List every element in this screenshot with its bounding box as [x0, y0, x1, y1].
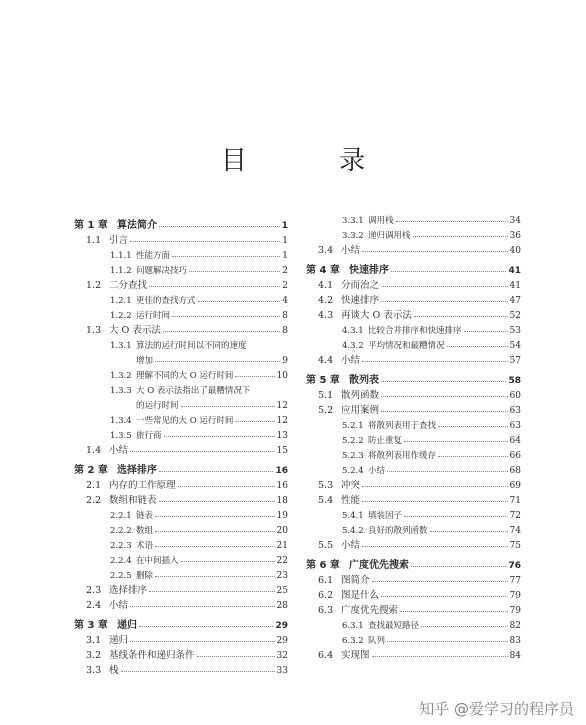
toc-entry-label: 基线条件和递归条件 [109, 650, 195, 661]
toc-entry-number: 5.3 [318, 480, 334, 491]
toc-entry [74, 596, 288, 611]
toc-entry-page: 4 [282, 296, 288, 306]
toc-entry-number: 第 1 章 [74, 220, 108, 231]
toc-entry [306, 491, 521, 506]
toc-entry-page: 18 [276, 496, 288, 506]
toc-entry-number: 6.3 [318, 605, 334, 616]
dot-leader [372, 656, 508, 657]
toc-entry [306, 260, 521, 276]
toc-entry-number: 第 6 章 [306, 560, 340, 571]
toc-entry [306, 416, 521, 431]
toc-entry-label: 调用栈 [368, 216, 394, 226]
toc-entry-page: 12 [276, 401, 288, 411]
dot-leader [438, 426, 508, 427]
toc-entry-page: 10 [276, 371, 288, 381]
toc-entry-number: 1.3.5 [110, 431, 132, 441]
toc-entry-page: 2 [282, 281, 288, 291]
toc-entry-number: 5.2.3 [342, 451, 364, 461]
toc-entry-page: 8 [282, 311, 288, 321]
toc-entry [74, 291, 288, 306]
toc-entry [74, 506, 288, 521]
toc-entry [74, 246, 288, 261]
toc-entry-label: 递归调用栈 [368, 231, 411, 241]
dot-leader [362, 251, 508, 252]
toc-entry-page: 8 [282, 326, 288, 336]
toc-entry-label: 在中间插入 [136, 556, 179, 566]
toc-entry [306, 351, 521, 366]
dot-leader [130, 606, 275, 607]
dot-leader [381, 596, 508, 597]
toc-entry-page: 41 [508, 266, 521, 276]
toc-entry-number: 6.2 [318, 590, 334, 601]
toc-entry-page: 16 [276, 481, 288, 491]
toc-entry-number: 5.4.1 [342, 511, 364, 521]
toc-entry-label: 防止重复 [368, 436, 403, 446]
toc-entry-page: 41 [509, 281, 521, 291]
toc-entry-page: 36 [509, 231, 521, 241]
page-title: 目 录 [220, 146, 408, 176]
toc-entry-label: 栈 [109, 665, 119, 676]
dot-leader [235, 376, 274, 377]
toc-entry [74, 321, 288, 336]
toc-entry-number: 5.2 [318, 405, 334, 416]
dot-leader [391, 271, 506, 272]
toc-entry-page: 20 [276, 526, 288, 536]
toc-entry-page: 15 [276, 446, 288, 456]
dot-leader [121, 671, 275, 672]
toc-entry-number: 1.2.2 [110, 311, 132, 321]
toc-entry-page: 68 [509, 466, 521, 476]
toc-entry-page: 29 [275, 621, 288, 631]
toc-entry-page: 1 [282, 236, 288, 246]
toc-entry [306, 370, 521, 386]
toc-entry-page: 74 [509, 526, 521, 536]
toc-entry-label: 引言 [109, 235, 129, 246]
dot-leader [130, 241, 280, 242]
toc-entry-number: 1.4 [86, 445, 102, 456]
toc-entry-number: 4.2 [318, 295, 334, 306]
toc-entry [306, 241, 521, 256]
toc-entry [74, 615, 288, 631]
toc-entry-label: 填装因子 [368, 511, 403, 521]
toc-entry-page: 1 [282, 251, 288, 261]
toc-entry-number: 4.4 [318, 355, 334, 366]
toc-entry-number: 第 2 章 [74, 465, 108, 476]
toc-entry-label: 链表 [136, 511, 154, 521]
toc-entry [74, 215, 288, 231]
dot-leader [362, 361, 508, 362]
dot-leader [159, 226, 280, 227]
toc-entry-label: 数组和链表 [109, 495, 157, 506]
toc-entry-label: 图简介 [341, 575, 370, 586]
toc-entry-label: 实现图 [341, 650, 370, 661]
toc-entry-number: 1.2.1 [110, 296, 132, 306]
dot-leader [381, 301, 508, 302]
toc-entry-page: 13 [276, 431, 288, 441]
toc-entry-number: 5.4 [318, 495, 334, 506]
dot-leader [235, 421, 274, 422]
toc-entry-page: 72 [509, 511, 521, 521]
toc-entry [74, 261, 288, 276]
toc-entry [74, 521, 288, 536]
dot-leader [197, 656, 275, 657]
toc-entry-label: 广度优先搜索 [349, 560, 409, 571]
toc-entry-number: 1.3.1 [110, 341, 132, 351]
toc-entry [306, 431, 521, 446]
dot-leader [404, 516, 508, 517]
toc-entry-number: 1.3.2 [110, 371, 132, 381]
toc-entry-number: 3.1 [86, 635, 102, 646]
toc-entry-label: 散列函数 [341, 390, 380, 401]
toc-entry-page: 63 [509, 406, 521, 416]
toc-entry [74, 566, 288, 581]
toc-entry-page: 1 [281, 221, 288, 231]
toc-entry-label: 性能方面 [136, 251, 171, 261]
toc-entry-number: 5.2.1 [342, 421, 364, 431]
toc-entry [74, 381, 288, 396]
toc-entry-page: 28 [276, 601, 288, 611]
dot-leader [464, 331, 508, 332]
dot-leader [381, 286, 508, 287]
toc-entry [306, 446, 521, 461]
toc-entry-label: 快速排序 [349, 265, 389, 276]
toc-entry-label: 将散列表用于查找 [368, 421, 437, 431]
dot-leader [372, 581, 508, 582]
toc-entry [74, 551, 288, 566]
toc-entry [74, 276, 288, 291]
dot-leader [181, 406, 275, 407]
toc-entry-label: 数组 [136, 526, 154, 536]
toc-entry-number: 5.4.2 [342, 526, 364, 536]
toc-entry [306, 306, 521, 321]
toc-entry-number: 1.3 [86, 325, 102, 336]
toc-entry-number: 2.2 [86, 495, 102, 506]
toc-entry-label: 小结 [341, 540, 361, 551]
toc-entry [74, 306, 288, 321]
toc-entry-page: 12 [276, 416, 288, 426]
toc-entry-label: 内存的工作原理 [109, 480, 176, 491]
toc-entry-number: 1.1.1 [110, 251, 132, 261]
dot-leader [155, 576, 275, 577]
toc-entry-page: 21 [276, 541, 288, 551]
toc-entry [306, 616, 521, 631]
toc-entry-number: 6.3.1 [342, 621, 364, 631]
dot-leader [447, 346, 508, 347]
toc-entry [306, 336, 521, 351]
toc-entry-page: 82 [509, 621, 521, 631]
toc-entry [74, 441, 288, 456]
toc-entry-label: 大 O 表示法指出了最糟情况下 [136, 386, 251, 396]
toc-entry [74, 491, 288, 506]
dot-leader [198, 301, 281, 302]
toc-entry [306, 476, 521, 491]
dot-leader [164, 436, 275, 437]
toc-entry [74, 426, 288, 441]
toc-entry-page: 53 [509, 326, 521, 336]
toc-entry-page: 52 [509, 311, 521, 321]
toc-entry-number: 3.3.2 [342, 231, 364, 241]
toc-entry-number: 4.3 [318, 310, 334, 321]
toc-entry-label: 广度优先搜索 [341, 605, 399, 616]
dot-leader [149, 591, 275, 592]
toc-entry-label: 算法简介 [117, 220, 157, 231]
dot-leader [381, 411, 508, 412]
toc-entry-number: 2.2.3 [110, 541, 132, 551]
toc-entry-number: 第 4 章 [306, 265, 340, 276]
toc-entry [306, 536, 521, 551]
toc-entry-number: 5.1 [318, 390, 334, 401]
toc-entry-label: 平均情况和最糟情况 [368, 341, 445, 351]
dot-leader [172, 256, 280, 257]
toc-entry [74, 646, 288, 661]
toc-entry-page: 29 [276, 636, 288, 646]
toc-entry-label: 小结 [341, 355, 361, 366]
toc-entry [74, 231, 288, 246]
toc-entry-label: 运行时间 [136, 311, 171, 321]
toc-entry-page: 64 [509, 436, 521, 446]
toc-entry-page: 83 [509, 636, 521, 646]
toc-entry-label: 算法的运行时间以不同的速度 [136, 341, 247, 351]
toc-entry-page: 33 [276, 666, 288, 676]
toc-entry-label: 分而治之 [341, 280, 380, 291]
toc-entry-number: 4.1 [318, 280, 334, 291]
toc-entry-number: 3.3 [86, 665, 102, 676]
toc-entry-page: 34 [509, 216, 521, 226]
toc-entry [74, 396, 288, 411]
toc-entry-number: 2.2.1 [110, 511, 132, 521]
toc-entry-number: 3.2 [86, 650, 102, 661]
dot-leader [414, 316, 508, 317]
toc-entry [306, 321, 521, 336]
dot-leader [381, 381, 506, 382]
toc-entry [74, 411, 288, 426]
toc-entry [306, 555, 521, 571]
toc-entry-label: 删除 [136, 571, 154, 581]
toc-entry [306, 401, 521, 416]
toc-entry-label: 小结 [109, 600, 129, 611]
toc-entry-label: 良好的散列函数 [368, 526, 428, 536]
toc-entry [306, 211, 521, 226]
toc-entry-label: 大 O 表示法 [109, 325, 161, 336]
toc-entry [306, 291, 521, 306]
toc-entry-label: 小结 [109, 445, 129, 456]
toc-entry-number: 2.2.2 [110, 526, 132, 536]
toc-entry-label: 散列表 [349, 375, 379, 386]
toc-entry-page: 25 [276, 586, 288, 596]
toc-entry-label: 快速排序 [341, 295, 380, 306]
toc-entry-number: 5.2.4 [342, 466, 364, 476]
toc-entry-number: 2.2.5 [110, 571, 132, 581]
dot-leader [381, 396, 508, 397]
toc-entry-page: 75 [509, 541, 521, 551]
toc-entry-page: 19 [276, 511, 288, 521]
toc-entry-label: 术语 [136, 541, 154, 551]
toc-entry-page: 79 [509, 591, 521, 601]
dot-leader [421, 626, 508, 627]
toc-entry [74, 366, 288, 381]
dot-leader [400, 611, 508, 612]
toc-entry-number: 1.3.3 [110, 386, 132, 396]
toc-entry-number: 2.3 [86, 585, 102, 596]
toc-entry [306, 601, 521, 616]
toc-entry-number: 6.3.2 [342, 636, 364, 646]
dot-leader [159, 471, 273, 472]
toc-entry-page: 23 [276, 571, 288, 581]
dot-leader [362, 486, 508, 487]
toc-entry [306, 276, 521, 291]
toc-entry-page: 84 [509, 651, 521, 661]
toc-entry [74, 351, 288, 366]
toc-entry-page: 9 [282, 356, 288, 366]
dot-leader [155, 546, 275, 547]
toc-entry-number: 2.4 [86, 600, 102, 611]
toc-entry-label: 问题解决技巧 [136, 266, 188, 276]
toc-entry-label: 一些常见的大 O 运行时间 [136, 416, 234, 426]
toc-entry-label: 应用案例 [341, 405, 380, 416]
toc-entry-label: 更佳的查找方式 [136, 296, 196, 306]
toc-entry-label: 队列 [368, 636, 386, 646]
toc-entry-page: 71 [509, 496, 521, 506]
toc-entry-label: 选择排序 [109, 585, 148, 596]
toc-entry-label: 再谈大 O 表示法 [341, 310, 412, 321]
toc-entry-number: 第 5 章 [306, 375, 340, 386]
toc-entry [74, 460, 288, 476]
toc-entry-page: 63 [509, 421, 521, 431]
toc-entry-number: 第 3 章 [74, 620, 108, 631]
toc-entry [74, 661, 288, 676]
toc-entry-label: 递归 [109, 635, 129, 646]
toc-entry-number: 1.1 [86, 235, 102, 246]
toc-entry [306, 631, 521, 646]
toc-entry-number: 2.2.4 [110, 556, 132, 566]
toc-entry-page: 58 [508, 376, 521, 386]
toc-entry-page: 54 [509, 341, 521, 351]
toc-entry-number: 3.4 [318, 245, 334, 256]
toc-entry-label: 小结 [368, 466, 386, 476]
toc-entry-page: 60 [509, 391, 521, 401]
toc-entry [74, 631, 288, 646]
toc-entry-label: 性能 [341, 495, 361, 506]
dot-leader [362, 501, 508, 502]
dot-leader [155, 516, 275, 517]
toc-entry-label: 小结 [341, 245, 361, 256]
toc-entry [306, 226, 521, 241]
toc-entry-label: 冲突 [341, 480, 361, 491]
dot-leader [130, 641, 275, 642]
toc-right-column [306, 211, 521, 661]
dot-leader [155, 531, 275, 532]
dot-leader [362, 546, 508, 547]
toc-entry-label: 增加 [136, 356, 154, 366]
toc-entry-page: 2 [282, 266, 288, 276]
dot-leader [438, 456, 508, 457]
toc-entry-label: 将散列表用作缓存 [368, 451, 437, 461]
dot-leader [159, 501, 275, 502]
toc-entry-label: 图是什么 [341, 590, 380, 601]
dot-leader [130, 451, 275, 452]
toc-entry-number: 6.4 [318, 650, 334, 661]
toc-entry-label: 理解不同的大 O 运行时间 [136, 371, 234, 381]
toc-entry-page: 22 [276, 556, 288, 566]
watermark: 知乎 @爱学习的程序员 [419, 700, 574, 718]
toc-entry [74, 476, 288, 491]
toc-entry [74, 336, 288, 351]
toc-entry-page: 77 [509, 576, 521, 586]
toc-entry-label: 二分查找 [109, 280, 148, 291]
dot-leader [149, 286, 280, 287]
toc-entry-number: 4.3.2 [342, 341, 364, 351]
toc-entry-label: 的运行时间 [136, 401, 179, 411]
toc-entry [306, 386, 521, 401]
toc-entry-page: 47 [509, 296, 521, 306]
toc-entry-label: 选择排序 [117, 465, 157, 476]
dot-leader [404, 441, 508, 442]
toc-entry [306, 571, 521, 586]
toc-entry-page: 79 [509, 606, 521, 616]
dot-leader [139, 626, 273, 627]
toc-entry-page: 76 [508, 561, 521, 571]
toc-entry-label: 查找最短路径 [368, 621, 420, 631]
dot-leader [181, 561, 275, 562]
dot-leader [413, 236, 508, 237]
dot-leader [411, 566, 506, 567]
toc-entry [306, 506, 521, 521]
toc-entry-page: 66 [509, 451, 521, 461]
dot-leader [430, 531, 508, 532]
dot-leader [387, 641, 508, 642]
toc-entry-label: 比较合并排序和快速排序 [368, 326, 462, 336]
toc-entry [74, 581, 288, 596]
toc-left-column [74, 211, 288, 676]
toc-entry-number: 1.1.2 [110, 266, 132, 276]
dot-leader [396, 221, 508, 222]
toc-entry [74, 536, 288, 551]
toc-entry-number: 3.3.1 [342, 216, 364, 226]
toc-entry-label: 递归 [117, 620, 137, 631]
dot-leader [189, 271, 280, 272]
toc-entry [306, 521, 521, 536]
dot-leader [163, 331, 280, 332]
dot-leader [155, 361, 280, 362]
toc-entry [306, 461, 521, 476]
toc-entry-page: 69 [509, 481, 521, 491]
toc-entry [306, 646, 521, 661]
toc-entry-number: 5.2.2 [342, 436, 364, 446]
toc-entry-page: 16 [275, 466, 288, 476]
toc-entry [306, 586, 521, 601]
dot-leader [178, 486, 275, 487]
toc-entry-label: 旅行商 [136, 431, 162, 441]
toc-entry-page: 32 [276, 651, 288, 661]
toc-entry-page: 40 [509, 246, 521, 256]
toc-entry-number: 5.5 [318, 540, 334, 551]
toc-entry-number: 1.2 [86, 280, 102, 291]
toc-entry-number: 1.3.4 [110, 416, 132, 426]
toc-entry-page: 57 [509, 356, 521, 366]
toc-entry-number: 4.3.1 [342, 326, 364, 336]
toc-entry-number: 2.1 [86, 480, 102, 491]
dot-leader [172, 316, 280, 317]
toc-entry-number: 6.1 [318, 575, 334, 586]
dot-leader [387, 471, 508, 472]
